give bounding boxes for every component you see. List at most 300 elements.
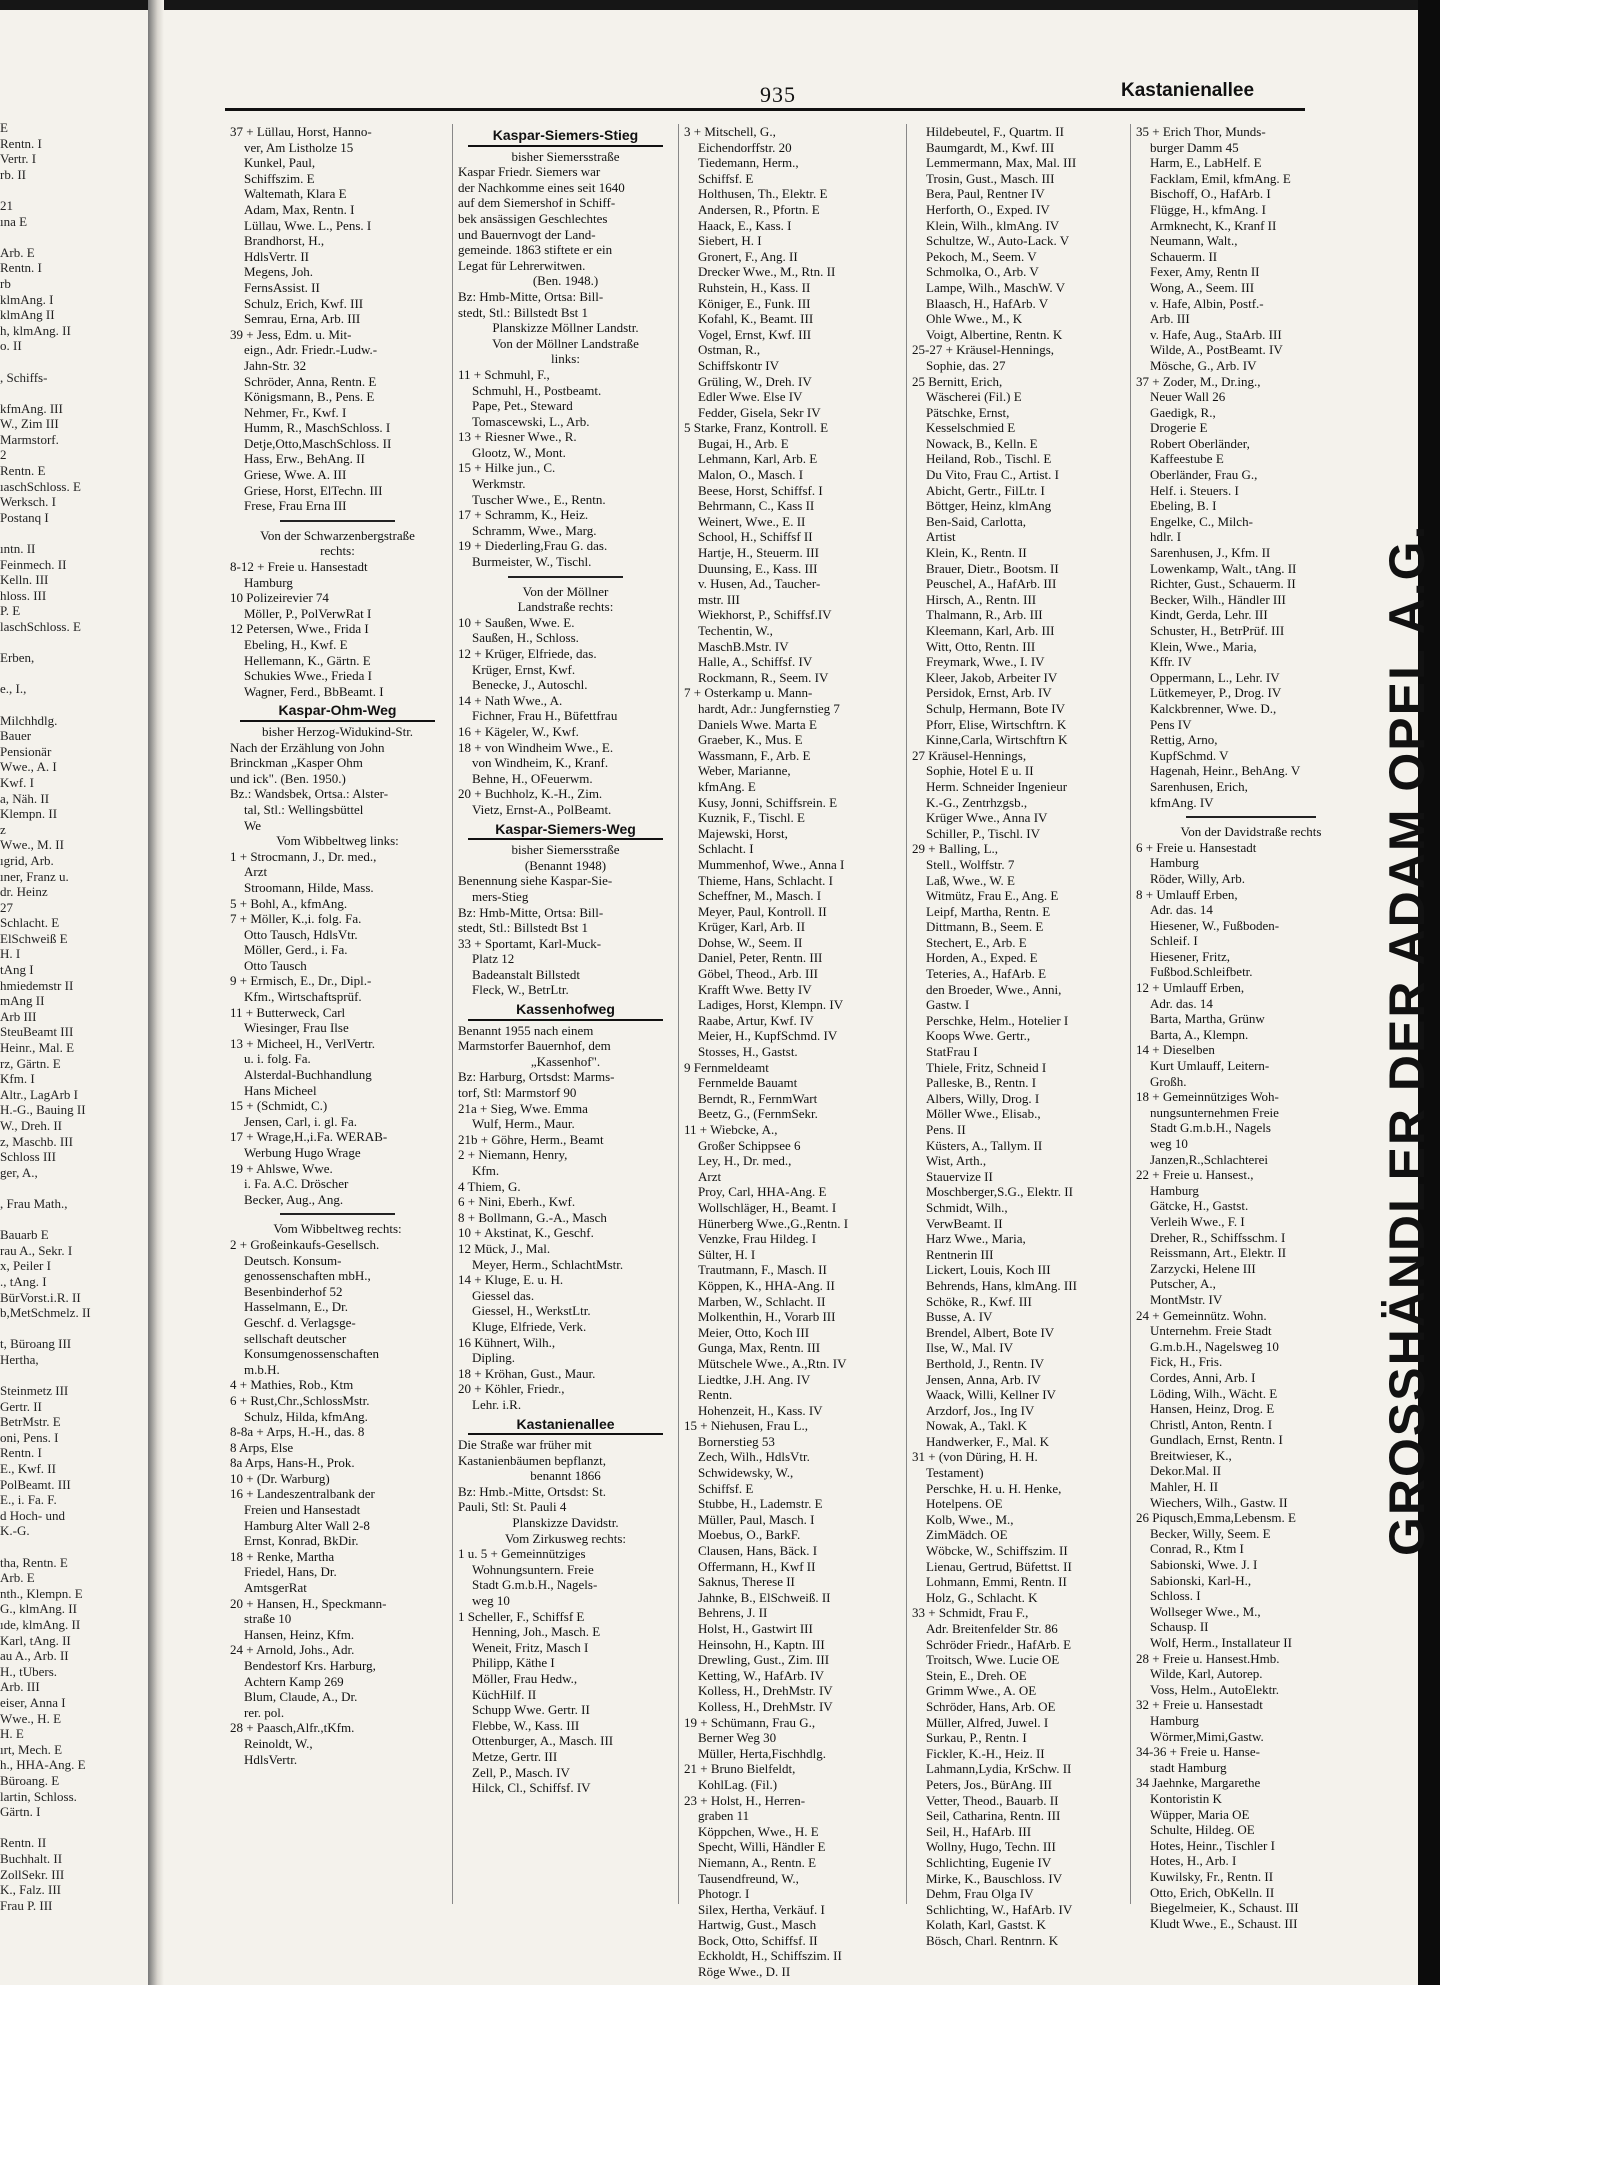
- directory-line: Hünerberg Wwe.,G.,Rentn. I: [698, 1215, 849, 1231]
- directory-line: Pauli, Stl: St. Pauli 4: [458, 1499, 567, 1515]
- directory-line: 17 + Wrage,H.,i.Fa. WERAB-: [230, 1129, 388, 1145]
- directory-column-1: [230, 124, 445, 1944]
- directory-line: Kofahl, K., Beamt. III: [698, 311, 814, 327]
- prev-page-line: e., I.,: [0, 681, 27, 697]
- directory-line: 24 + Gemeinnütz. Wohn.: [1136, 1307, 1267, 1323]
- street-heading: Kaspar-Siemers-Stieg: [458, 128, 673, 147]
- directory-line: 1 u. 5 + Gemeinnütziges: [458, 1546, 586, 1562]
- directory-line: Proy, Carl, HHA-Ang. E: [698, 1184, 827, 1200]
- directory-line: Giessel, H., WerkstLtr.: [472, 1303, 591, 1319]
- directory-line: bisher Siemersstraße: [511, 842, 620, 858]
- directory-line: Arzt: [698, 1168, 722, 1184]
- directory-line: Göbel, Theod., Arb. III: [698, 966, 818, 982]
- prev-page-line: a, Näh. II: [0, 790, 50, 806]
- prev-page-line: z: [0, 821, 6, 837]
- directory-line: Schramm, Wwe., Marg.: [472, 522, 597, 538]
- directory-line: 33 + Schmidt, Frau F.,: [912, 1605, 1029, 1621]
- directory-line: Nehmer, Fr., Kwf. I: [244, 404, 347, 420]
- directory-line: 19 + Ahlswe, Wwe.: [230, 1160, 333, 1176]
- directory-line: Berner Weg 30: [698, 1730, 777, 1746]
- directory-line: Marmstorfer Bauernhof, dem: [458, 1038, 611, 1054]
- directory-line: Vom Wibbeltweg links:: [276, 833, 399, 849]
- directory-line: Bz: Hmb.-Mitte, Ortsdst: St.: [458, 1483, 607, 1499]
- directory-line: Witt, Otto, Rentn. III: [926, 638, 1036, 654]
- directory-line: Bendestorf Krs. Harburg,: [244, 1658, 376, 1673]
- directory-line: Niemann, A., Rentn. E: [698, 1854, 817, 1870]
- directory-line: Schiffskontr IV: [698, 357, 780, 373]
- directory-line: Burmeister, W., Tischl.: [472, 554, 592, 570]
- directory-line: Detje,Otto,MaschSchloss. II: [244, 435, 392, 451]
- prev-page-line: Gertr. II: [0, 1398, 42, 1414]
- directory-line: Böttger, Heinz, klmAng: [926, 498, 1052, 514]
- directory-column-2: [458, 124, 673, 1944]
- directory-line: Laß, Wwe., W. E: [926, 872, 1015, 888]
- directory-line: 8 Arps, Else: [230, 1439, 294, 1455]
- prev-page-line: W., Dreh. II: [0, 1118, 62, 1133]
- directory-line: Scheffner, M., Masch. I: [698, 888, 822, 904]
- directory-line: Zech, Wilh., HdlsVtr.: [698, 1449, 810, 1465]
- directory-line: Becker, Wilh., Händler III: [1150, 591, 1286, 607]
- directory-line: Mahler, H. II: [1150, 1479, 1219, 1495]
- directory-line: 2 + Niemann, Henry,: [458, 1147, 568, 1163]
- directory-line: Schiffsf. E: [698, 1480, 754, 1496]
- prev-page-line: ger, A.,: [0, 1164, 38, 1180]
- prev-page-line: E., i. Fa. F.: [0, 1492, 57, 1508]
- directory-line: Ohle Wwe., M., K: [926, 311, 1023, 327]
- directory-line: v. Husen, Ad., Taucher-: [698, 576, 821, 592]
- directory-line: Müller, Paul, Masch. I: [698, 1511, 815, 1527]
- directory-line: 24 + Arnold, Johs., Adr.: [230, 1642, 355, 1658]
- directory-line: Behrends, Hans, klmAng. III: [926, 1277, 1077, 1293]
- directory-line: Christl, Anton, Rentn. I: [1150, 1416, 1273, 1432]
- directory-line: Kesselschmied E: [926, 420, 1016, 436]
- directory-line: Großer Schippsee 6: [698, 1137, 801, 1153]
- directory-line: 6 + Nini, Eberh., Kwf.: [458, 1194, 576, 1210]
- directory-line: Armknecht, K., Kranf II: [1150, 217, 1277, 233]
- prev-page-line: H., tUbers.: [0, 1663, 58, 1679]
- directory-line: 5 Starke, Franz, Kontroll. E: [684, 420, 829, 436]
- directory-line: Blum, Claude, A., Dr.: [244, 1689, 358, 1705]
- prev-page-line: K., Falz. III: [0, 1882, 62, 1898]
- directory-line: 8-12 + Freie u. Hansestadt: [230, 559, 368, 575]
- directory-line: Marben, W., Schlacht. II: [698, 1293, 826, 1309]
- directory-line: KohlLag. (Fil.): [698, 1776, 778, 1792]
- directory-line: 11 + Wiebcke, A.,: [684, 1122, 778, 1137]
- directory-line: Schlichting, Eugenie IV: [926, 1854, 1052, 1870]
- directory-line: Drogerie E: [1150, 420, 1208, 436]
- directory-line: 1 + Strocmann, J., Dr. med.,: [230, 848, 377, 864]
- prev-page-line: ıgrid, Arb.: [0, 852, 54, 868]
- column-divider: [1130, 124, 1131, 1904]
- directory-line: Jahnke, B., ElSchweiß. II: [698, 1589, 831, 1605]
- directory-line: Kfm., Wirtschaftsprüf.: [244, 989, 362, 1005]
- directory-line: ZimMädch. OE: [926, 1527, 1008, 1543]
- directory-line: Gronert, F., Ang. II: [698, 248, 798, 264]
- directory-line: Kolless, H., DrehMstr. IV: [698, 1683, 833, 1699]
- directory-line: Otto Tausch, HdlsVtr.: [244, 926, 358, 942]
- directory-line: Müller, Alfred, Juwel. I: [926, 1714, 1049, 1730]
- directory-line: Becker, Aug., Ang.: [244, 1191, 344, 1207]
- directory-line: 13 + Micheel, H., VerlVertr.: [230, 1035, 376, 1051]
- scan-top-border: [0, 0, 1440, 10]
- directory-line: Kuznik, F., Tischl. E: [698, 810, 805, 826]
- directory-line: Tausendfreund, W.,: [698, 1870, 799, 1886]
- directory-line: Majewski, Horst,: [698, 825, 788, 841]
- directory-line: Wiechers, Wilh., Gastw. II: [1150, 1494, 1288, 1510]
- directory-line: Otto Tausch: [244, 957, 307, 973]
- directory-line: Gunga, Max, Rentn. III: [698, 1340, 821, 1356]
- directory-line: 25-27 + Kräusel-Hennings,: [912, 342, 1054, 358]
- directory-line: Schulz, Hilda, kfmAng.: [244, 1408, 368, 1424]
- directory-line: Planskizze Davidstr.: [512, 1515, 619, 1531]
- directory-line: Kaffeestube E: [1150, 451, 1224, 467]
- directory-line: Mummenhof, Wwe., Anna I: [698, 856, 845, 872]
- directory-line: Drecker Wwe., M., Rtn. II: [698, 264, 836, 280]
- directory-line: Brauer, Dietr., Bootsm. II: [926, 560, 1059, 576]
- directory-line: Meier, Otto, Koch III: [698, 1324, 810, 1340]
- directory-line: Artist: [926, 529, 956, 545]
- directory-line: torf, Stl: Marmstorf 90: [458, 1085, 577, 1101]
- directory-line: weg 10: [1150, 1136, 1188, 1151]
- directory-line: Philipp, Käthe I: [472, 1655, 555, 1671]
- directory-line: Leipf, Martha, Rentn. E: [926, 903, 1051, 919]
- directory-line: Troitsch, Wwe. Lucie OE: [926, 1652, 1060, 1668]
- directory-line: Hartje, H., Steuerm. III: [698, 545, 819, 561]
- directory-line: m.b.H.: [244, 1361, 280, 1377]
- directory-line: Bera, Paul, Rentner IV: [926, 186, 1045, 202]
- directory-line: Pforr, Elise, Wirtschftrn. K: [926, 716, 1067, 732]
- directory-line: Kfm.: [472, 1163, 500, 1178]
- directory-line: Testament): [926, 1465, 984, 1481]
- directory-line: Harz Wwe., Maria,: [926, 1231, 1026, 1247]
- directory-line: G.m.b.H., Nagelsweg 10: [1150, 1338, 1279, 1354]
- directory-line: Freymark, Wwe., I. IV: [926, 654, 1045, 670]
- directory-line: stadt Hamburg: [1150, 1759, 1227, 1775]
- directory-line: 14 + Kluge, E. u. H.: [458, 1272, 564, 1288]
- directory-line: School, H., Schiffsf II: [698, 529, 813, 545]
- directory-line: 21 + Bruno Bielfeldt,: [684, 1761, 796, 1777]
- directory-line: 33 + Sportamt, Karl-Muck-: [458, 935, 602, 951]
- prev-page-line: kfmAng. III: [0, 400, 63, 416]
- directory-line: Bock, Otto, Schiffsf. II: [698, 1932, 818, 1948]
- directory-line: Von der Möllner Landstraße: [492, 335, 639, 351]
- directory-line: Biegelmeier, K., Schaust. III: [1150, 1900, 1299, 1916]
- directory-line: Vom Wibbeltweg rechts:: [273, 1221, 402, 1237]
- directory-line: 11 + Butterweck, Carl: [230, 1004, 346, 1020]
- directory-line: Schwidewsky, W.,: [698, 1465, 794, 1481]
- directory-line: Drewling, Gust., Zim. III: [698, 1652, 830, 1668]
- directory-line: Arb. III: [1150, 311, 1190, 327]
- directory-line: stedt, Stl.: Billstedt Bst 1: [458, 304, 589, 320]
- directory-line: Hellemann, K., Gärtn. E: [244, 652, 371, 668]
- directory-line: 34 Jaehnke, Margarethe: [1136, 1775, 1261, 1791]
- directory-line: 18 + Renke, Martha: [230, 1548, 335, 1564]
- prev-page-line: Gärtn. I: [0, 1804, 41, 1820]
- directory-line: Albers, Willy, Drog. I: [926, 1090, 1040, 1106]
- directory-line: 4 + Mathies, Rob., Ktm: [230, 1377, 354, 1393]
- prev-page-line: oni, Pens. I: [0, 1429, 59, 1445]
- prev-page-line: Hertha,: [0, 1351, 39, 1367]
- directory-line: bisher Herzog-Widukind-Str.: [261, 723, 414, 739]
- directory-line: Lehmann, Karl, Arb. E: [698, 451, 818, 467]
- directory-line: Wiekhorst, P., Schiffsf.IV: [698, 607, 832, 623]
- prev-page-line: Wwe., H. E: [0, 1710, 62, 1726]
- directory-line: 16 + Kägeler, W., Kwf.: [458, 723, 579, 739]
- directory-line: Mirke, K., Bauschloss. IV: [926, 1870, 1063, 1886]
- directory-line: Badeanstalt Billstedt: [472, 966, 580, 982]
- prev-page-line: eiser, Anna I: [0, 1694, 66, 1710]
- directory-line: Von der Schwarzenbergstraße: [260, 527, 415, 543]
- directory-line: Griese, Horst, ElTechn. III: [244, 482, 383, 498]
- directory-line: Dipling.: [472, 1350, 515, 1366]
- prev-page-line: hloss. III: [0, 587, 47, 603]
- directory-line: 21a + Sieg, Wwe. Emma: [458, 1100, 588, 1116]
- directory-line: Malon, O., Masch. I: [698, 467, 804, 483]
- directory-line: Tiedemann, Herm.,: [698, 155, 799, 171]
- directory-line: Hamburg Alter Wall 2-8: [244, 1517, 370, 1533]
- directory-line: Vetter, Theod., Bauarb. II: [926, 1792, 1059, 1808]
- directory-line: Wong, A., Seem. III: [1150, 279, 1255, 295]
- directory-line: Putscher, A.,: [1150, 1276, 1216, 1292]
- directory-line: Löding, Wilh., Wächt. E: [1150, 1385, 1278, 1401]
- prev-page-line: ElSchweiß E: [0, 930, 68, 946]
- directory-line: Kleemann, Karl, Arb. III: [926, 623, 1055, 638]
- directory-line: 35 + Erich Thor, Munds-: [1136, 124, 1266, 139]
- directory-line: Ley, H., Dr. med.,: [698, 1153, 792, 1169]
- prev-page-line: ıaschSchloss. E: [0, 478, 81, 494]
- prev-page-line: Pensionär: [0, 743, 52, 759]
- prev-page-line: d Hoch- und: [0, 1507, 65, 1523]
- directory-line: Holst, H., Gastwirt III: [698, 1621, 813, 1636]
- directory-line: Lütkemeyer, P., Drog. IV: [1150, 685, 1282, 701]
- directory-line: Rettig, Arno,: [1150, 732, 1218, 748]
- directory-line: ver, Am Listholze 15: [244, 139, 354, 155]
- prev-page-line: [0, 229, 140, 245]
- directory-line: Bz: Harburg, Ortsdst: Marms-: [458, 1069, 615, 1085]
- directory-line: 27 Kräusel-Hennings,: [912, 747, 1027, 763]
- prev-page-line: BetrMstr. E: [0, 1414, 61, 1430]
- directory-line: Vogel, Ernst, Kwf. III: [698, 326, 812, 342]
- directory-line: Schulz, Erich, Kwf. III: [244, 295, 364, 311]
- directory-line: 32 + Freie u. Hansestadt: [1136, 1697, 1263, 1713]
- directory-line: Legat für Lehrerwitwen.: [458, 257, 586, 273]
- directory-line: Wollseger Wwe., M.,: [1150, 1603, 1261, 1619]
- directory-line: 7 + Osterkamp u. Mann-: [684, 685, 813, 701]
- directory-line: Hasselmann, E., Dr.: [244, 1299, 348, 1315]
- directory-line: Schlacht. I: [698, 841, 754, 857]
- directory-line: Schmolka, O., Arb. V: [926, 264, 1039, 280]
- directory-line: 10 + Akstinat, K., Geschf.: [458, 1225, 594, 1241]
- prev-page-line: [0, 635, 140, 651]
- directory-line: burger Damm 45: [1150, 139, 1239, 155]
- directory-line: Specht, Willi, Händler E: [698, 1839, 826, 1855]
- directory-line: KüchHilf. II: [472, 1686, 537, 1702]
- prev-page-line: Rentn. I: [0, 1445, 42, 1461]
- directory-line: Schloss. I: [1150, 1588, 1201, 1604]
- directory-line: Baumgardt, M., Kwf. III: [926, 139, 1055, 155]
- header-rule: [225, 108, 1305, 111]
- directory-line: Bz: Hmb-Mitte, Ortsa: Bill-: [458, 288, 604, 304]
- directory-line: Schukies Wwe., Frieda I: [244, 668, 372, 684]
- directory-line: Möller, Gerd., i. Fa.: [244, 942, 348, 958]
- directory-line: Schiffsf. E: [698, 170, 754, 186]
- prev-page-line: ZollSekr. III: [0, 1866, 65, 1882]
- directory-line: gemeinde. 1863 stiftete er ein: [458, 242, 613, 258]
- directory-line: Pens. II: [926, 1122, 966, 1137]
- directory-line: Palleske, B., Rentn. I: [926, 1075, 1037, 1091]
- directory-line: Lickert, Louis, Koch III: [926, 1262, 1051, 1278]
- directory-line: 8a Arps, Hans-H., Prok.: [230, 1455, 355, 1471]
- directory-line: Fexer, Amy, Rentn II: [1150, 264, 1260, 280]
- directory-line: Kusy, Jonni, Schiffsrein. E: [698, 794, 838, 810]
- prev-page-line: [0, 666, 140, 682]
- directory-line: Wiesinger, Frau Ilse: [244, 1020, 349, 1036]
- prev-page-line: Kwf. I: [0, 774, 34, 790]
- directory-line: 12 + Umlauff Erben,: [1136, 980, 1245, 996]
- directory-line: Ben-Said, Carlotta,: [926, 513, 1027, 529]
- directory-line: 14 + Nath Wwe., A.: [458, 692, 563, 708]
- directory-line: Zell, P., Masch. IV: [472, 1764, 570, 1780]
- directory-line: Pape, Pet., Steward: [472, 398, 573, 414]
- directory-line: Seil, Catharina, Rentn. III: [926, 1808, 1061, 1824]
- directory-line: und ick". (Ben. 1950.): [230, 770, 346, 786]
- directory-line: Platz 12: [472, 951, 515, 967]
- prev-page-line: Wwe., A. I: [0, 759, 57, 775]
- directory-line: Wörmer,Mimi,Gastw.: [1150, 1728, 1264, 1744]
- directory-line: Meyer, Paul, Kontroll. II: [698, 903, 827, 919]
- directory-line: Pekoch, M., Seem. V: [926, 248, 1037, 264]
- directory-line: Schuster, H., BetrPrüf. III: [1150, 623, 1285, 638]
- directory-line: Saußen, H., Schloss.: [472, 630, 579, 646]
- directory-line: 15 + Niehusen, Frau L.,: [684, 1418, 808, 1434]
- directory-line: Heiland, Rob., Tischl. E: [926, 451, 1052, 467]
- prev-page-line: Schlacht. E: [0, 915, 60, 931]
- directory-line: Fichner, Frau H., Büfettfrau: [472, 708, 618, 724]
- directory-line: Köppen, K., HHA-Ang. II: [698, 1277, 835, 1293]
- directory-line: v. Hafe, Aug., StaArb. III: [1150, 326, 1282, 342]
- directory-line: Breitwieser, K.,: [1150, 1447, 1232, 1463]
- directory-line: Hans Micheel: [244, 1082, 317, 1098]
- directory-line: Müller, Herta,Fischhdlg.: [698, 1745, 827, 1761]
- directory-line: mstr. III: [698, 591, 740, 607]
- directory-line: Behrens, J. II: [698, 1605, 768, 1621]
- prev-page-line: Karl, tAng. II: [0, 1632, 71, 1648]
- directory-line: Stechert, E., Arb. E: [926, 934, 1027, 950]
- directory-line: Eckholdt, H., Schiffszim. II: [698, 1948, 842, 1964]
- directory-line: Sabionski, Karl-H.,: [1150, 1572, 1252, 1588]
- directory-line: Dohse, W., Seem. II: [698, 934, 803, 950]
- directory-line: Otto, Erich, ObKelln. II: [1150, 1884, 1275, 1900]
- prev-page-line: H.-G., Bauing II: [0, 1102, 86, 1118]
- prev-page-line: ., tAng. I: [0, 1273, 47, 1289]
- directory-line: 18 + von Windheim Wwe., E.: [458, 739, 614, 755]
- directory-line: Schiller, P., Tischl. IV: [926, 825, 1040, 841]
- prev-page-line: b,MetSchmelz. II: [0, 1305, 91, 1321]
- directory-line: Trosin, Gust., Masch. III: [926, 170, 1055, 186]
- directory-line: Benannt 1955 nach einem: [458, 1022, 594, 1038]
- directory-line: Ilse, W., Mal. IV: [926, 1340, 1014, 1356]
- directory-line: Voss, Helm., AutoElektr.: [1150, 1681, 1280, 1697]
- directory-line: Wollschläger, H., Beamt. I: [698, 1199, 837, 1215]
- directory-line: FernsAssist. II: [244, 279, 320, 295]
- directory-line: genossenschaften mbH.,: [244, 1268, 371, 1284]
- directory-line: Adr. das. 14: [1150, 995, 1213, 1011]
- directory-line: rechts:: [320, 543, 355, 559]
- directory-line: 13 + Riesner Wwe., R.: [458, 429, 577, 445]
- prev-page-line: h, klmAng. II: [0, 322, 71, 338]
- directory-line: Grüling, W., Dreh. IV: [698, 373, 812, 389]
- directory-line: K.-G., Zentrhzgsb.,: [926, 794, 1028, 810]
- directory-line: Beese, Horst, Schiffsf. I: [698, 482, 823, 498]
- directory-line: 25 Bernitt, Erich,: [912, 373, 1003, 389]
- directory-line: Ostman, R.,: [698, 342, 761, 358]
- directory-line: Cordes, Anni, Arb. I: [1150, 1369, 1256, 1385]
- directory-line: Facklam, Emil, kfmAng. E: [1150, 170, 1291, 186]
- directory-line: Hohenzeit, H., Kass. IV: [698, 1402, 823, 1418]
- directory-line: Friedel, Hans, Dr.: [244, 1564, 337, 1580]
- directory-line: 20 + Buchholz, K.-H., Zim.: [458, 786, 603, 802]
- directory-line: Arzt: [244, 864, 268, 880]
- directory-line: 20 + Hansen, H., Speckmann-: [230, 1595, 387, 1611]
- directory-line: Hiesener, W., Fußboden-: [1150, 917, 1280, 933]
- directory-line: Venzke, Frau Hildeg. I: [698, 1231, 817, 1247]
- directory-line: HdlsVertr. II: [244, 248, 309, 264]
- directory-line: 19 + Diederling,Frau G. das.: [458, 538, 608, 554]
- directory-line: Lahmann,Lydia, KrSchw. II: [926, 1761, 1072, 1777]
- directory-line: Horden, A., Exped. E: [926, 950, 1038, 966]
- directory-line: Glootz, W., Mont.: [472, 444, 566, 460]
- prev-page-line: PolBeamt. III: [0, 1476, 71, 1492]
- directory-line: 8 + Bollmann, G.-A., Masch: [458, 1209, 607, 1225]
- directory-line: Großh.: [1150, 1073, 1187, 1089]
- directory-line: Flebbe, W., Kass. III: [472, 1717, 580, 1733]
- directory-line: graben 11: [698, 1808, 750, 1824]
- directory-line: nungsunternehmen Freie: [1150, 1104, 1279, 1120]
- prev-page-line: rz, Gärtn. E: [0, 1055, 61, 1071]
- directory-line: Wulf, Herm., Maur.: [472, 1116, 575, 1132]
- prev-page-line: Arb. E: [0, 244, 35, 260]
- prev-page-line: [0, 385, 140, 401]
- directory-line: Liedtke, J.H. Ang. IV: [698, 1371, 811, 1387]
- directory-line: 39 + Jess, Edm. u. Mit-: [230, 326, 352, 342]
- directory-line: Berthold, J., Rentn. IV: [926, 1355, 1045, 1371]
- directory-line: Hotes, Heinr., Tischler I: [1150, 1837, 1275, 1853]
- directory-line: Hansen, Heinz, Drog. E: [1150, 1401, 1275, 1417]
- directory-line: VerwBeamt. II: [926, 1215, 1003, 1231]
- directory-line: Grimm Wwe., A. OE: [926, 1683, 1037, 1699]
- directory-line: Hartwig, Gust., Masch: [698, 1917, 817, 1933]
- directory-line: Bz: Hmb-Mitte, Ortsa: Bill-: [458, 904, 604, 920]
- directory-line: Vom Zirkusweg rechts:: [504, 1530, 627, 1546]
- directory-line: Adr. das. 14: [1150, 902, 1213, 918]
- directory-line: Kinne,Carla, Wirtschftrn K: [926, 732, 1068, 748]
- directory-line: Kastanienbäumen bepflanzt,: [458, 1452, 606, 1468]
- directory-line: Benennung siehe Kaspar-Sie-: [458, 873, 613, 889]
- prev-page-line: t, Büroang III: [0, 1336, 72, 1352]
- prev-page-line: tha, Rentn. E: [0, 1554, 68, 1570]
- prev-page-line: Milchhdlg.: [0, 712, 58, 728]
- prev-page-line: Rentn. E: [0, 463, 46, 479]
- directory-line: Schlichting, W., HafArb. IV: [926, 1901, 1073, 1917]
- directory-line: Ladiges, Horst, Klempn. IV: [698, 997, 844, 1013]
- prev-page-line: , Frau Math.,: [0, 1195, 68, 1211]
- directory-line: Wist, Arth.,: [926, 1153, 987, 1169]
- street-heading: Kassenhofweg: [458, 1002, 673, 1021]
- directory-line: 2 + Großeinkaufs-Gesellsch.: [230, 1236, 380, 1252]
- directory-line: Werkmstr.: [472, 476, 526, 492]
- directory-line: 18 + Kröhan, Gust., Maur.: [458, 1365, 596, 1381]
- directory-line: Arzdorf, Jos., Ing IV: [926, 1402, 1035, 1418]
